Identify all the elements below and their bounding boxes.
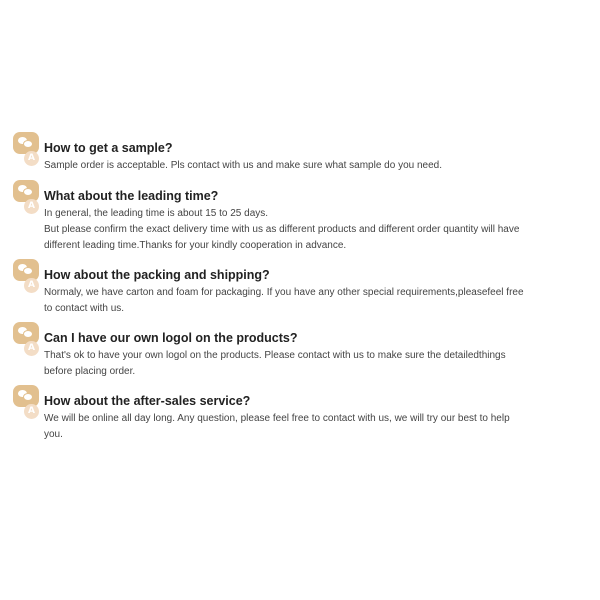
faq-answer — [44, 411, 584, 443]
chat-bubble-icon — [13, 180, 39, 202]
faq-question: What about the leading time? — [44, 189, 219, 203]
faq-question: How about the after-sales service? — [44, 394, 251, 408]
answer-circle-icon: A — [24, 199, 39, 214]
faq-answer-line: before placing order. — [44, 366, 136, 377]
faq-answer-line: That's ok to have your own logol on the products. Please contact with us to make sure the detailedthings — [44, 350, 506, 361]
answer-circle-icon: A — [24, 341, 39, 356]
faq-answer — [44, 158, 584, 174]
faq-answer — [44, 348, 584, 380]
faq-answer-line: Sample order is acceptable. Pls contact with us and make sure what sample do you need. — [44, 160, 442, 171]
answer-circle-icon: A — [24, 278, 39, 293]
answer-circle-icon: A — [24, 404, 39, 419]
faq-answer — [44, 285, 584, 317]
faq-answer — [44, 206, 584, 254]
answer-circle-icon: A — [24, 151, 39, 166]
chat-bubble-icon — [13, 322, 39, 344]
faq-answer-line: We will be online all day long. Any question, please feel free to contact with us, we will try our best to help — [44, 413, 510, 424]
chat-bubble-icon — [13, 385, 39, 407]
faq-answer-line: In general, the leading time is about 15 to 25 days. — [44, 208, 269, 219]
faq-answer-line: Normaly, we have carton and foam for packaging. If you have any other special requirements,pleasefeel free — [44, 287, 524, 298]
faq-question: How about the packing and shipping? — [44, 268, 270, 282]
faq-answer-line: But please confirm the exact delivery time with us as different products and different order quantity will have — [44, 224, 520, 235]
faq-question: How to get a sample? — [44, 141, 173, 155]
faq-answer-line: to contact with us. — [44, 303, 125, 314]
faq-answer-line: you. — [44, 429, 63, 440]
chat-bubble-icon — [13, 259, 39, 281]
chat-bubble-icon — [13, 132, 39, 154]
faq-question: Can I have our own logol on the products? — [44, 331, 298, 345]
faq-answer-line: different leading time.Thanks for your kindly cooperation in advance. — [44, 240, 347, 251]
